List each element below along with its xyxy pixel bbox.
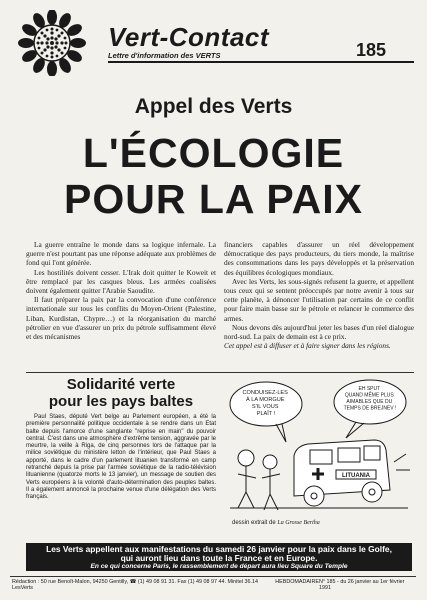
solidarity-title-line-1: Solidarité verte — [66, 376, 176, 393]
headline-line-1: L'ÉCOLOGIE — [82, 130, 345, 176]
newsletter-title: Vert-Contact — [108, 22, 270, 52]
article-column-left — [26, 240, 216, 341]
solidarity-title — [26, 376, 216, 410]
article-headline — [0, 130, 427, 222]
announcement-line-2: qui auront lieu dans toute la France et en Europe. — [120, 553, 318, 563]
paragraph: Nous devons dès aujourd'hui jeter les bases d'un réel dialogue nord-sud. La paix de demain est à ce prix. — [224, 322, 414, 342]
van-label: LITUANIA — [342, 473, 370, 479]
caption-prefix: dessin extrait de — [232, 520, 278, 526]
solidarity-title-line-2: pour les pays baltes — [48, 393, 194, 410]
paragraph: Avec les Verts, les sous-signés refusent la guerre, et appellent tous ceux qui se sentent préoccupés par notre avenir à tous sur cette planète, à dénoncer l'utilisation par certains de ce conflit pour faire main basse sur le pétrole et relancer le commerce des armes. — [224, 276, 414, 323]
cartoon-caption — [232, 520, 320, 526]
footer-contact: Rédaction : 50 rue Benoît-Malon, 94250 Gentilly, ☎ (1) 49 08 91 31. Fax (1) 49 08 97 44. Minitel 36.14 LesVerts — [12, 579, 259, 591]
newsletter-subtitle: Lettre d'information des VERTS — [108, 51, 221, 60]
speech-bubble-right: EH SPUT QUAND MÊME PLUS AIMABLES QUE DU TEMPS DE BREJNEV ! — [343, 386, 397, 412]
announcement-line-3: En ce qui concerne Paris, le rassemblement de départ aura lieu Square du Temple — [90, 563, 348, 570]
footer-frequency: HEBDOMADAIRE — [275, 579, 319, 585]
section-divider — [26, 372, 414, 373]
paragraph: La guerre entraîne le monde dans sa logique infernale. La guerre n'est pourtant pas une réponse adéquate aux problèmes de fond qui l'ont générée. — [26, 240, 216, 268]
footer-issue-dates: N° 185 - du 26 janvier au 1er février 1991 — [318, 579, 405, 591]
footer-rule — [10, 576, 416, 577]
solidarity-body — [26, 414, 216, 502]
issue-number: 185 — [356, 40, 387, 60]
announcement-box — [26, 543, 412, 571]
paragraph: Paul Staes, député Vert belge au Parlement européen, a été la première personnalité politique occidentale à se rendre dans un Etat balte depuis l'amorce d'une sanglante "reprise en main" du pouvoir central. C'est dans une atmosphère d'extrême tension, aggravée par le meurtre, la veille à Riga, de cinq personnes lors de l'attaque par la milice soviétique du ministère letton de l'intérieur, que Paul Staes a apporté, dans le cadre d'un parlement lituanien transformé en camp retranché depuis la prise par l'armée soviétique de la radio-télévision lituanienne (quatorze morts le 13 janvier), un message de soutien des Verts européens à la volonté d'auto-détermination des peuples baltes. Il a également annoncé la prochaine venue d'une délégation des Verts français. — [26, 414, 216, 501]
distribution-note: Cet appel est à diffuser et à faire signer dans les régions. — [224, 341, 391, 351]
article-kicker: Appel des Verts — [134, 95, 293, 118]
caption-source: La Grosse Bertha — [277, 520, 320, 526]
cartoon-illustration — [224, 378, 414, 518]
speech-bubble-left: CONDUISEZ-LES À LA MORGUE S'IL VOUS PLAÎT ! — [242, 390, 288, 417]
paragraph: financiers capables d'assurer un réel développement démocratique des pays producteurs, du tiers monde, la maîtrise des consommations dans les pays développés et la préservation des équilibres écologiques mondiaux. — [224, 240, 414, 277]
masthead-rule — [108, 61, 414, 63]
article-column-right — [224, 240, 414, 350]
headline-line-2: POUR LA PAIX — [63, 176, 364, 222]
paragraph: Les hostilités doivent cesser. L'Irak doit quitter le Koweit et être remplacé par les casques bleus. Les armées coalisées doivent également quitter l'Arabie Saoudite. — [26, 267, 216, 296]
footer — [12, 579, 416, 591]
announcement-line-1: Les Verts appellent aux manifestations du samedi 26 janvier pour la paix dans le Golfe, — [46, 544, 392, 554]
paragraph: Il faut préparer la paix par la convocation d'une conférence internationale sur tous les conflits du Moyen-Orient (Palestine, Liban, Kurdistan, Chypre…) et la réorganisation du marché pétrolier en vue d'assurer un prix du pétrole suffisamment élevé et des mécanismes — [26, 295, 216, 342]
sunflower-logo-icon — [12, 10, 92, 76]
